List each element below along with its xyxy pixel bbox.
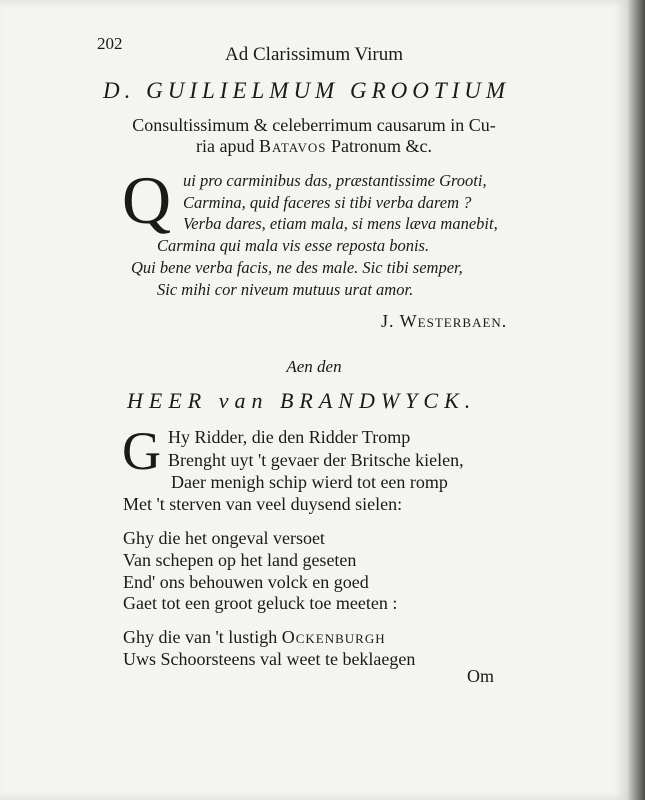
- dutch-line-6: Van schepen op het land geseten: [123, 550, 357, 570]
- latin-drop-cap: Q: [122, 162, 172, 238]
- dutch-drop-cap: G: [122, 421, 161, 481]
- book-edge: [628, 0, 645, 800]
- dedicatee-description-line-1: Consultissimum & celeberrimum causarum in Cu-: [132, 115, 496, 135]
- latin-line-4: Carmina qui mala vis esse reposta bonis.: [157, 236, 430, 255]
- dutch-line-8: Gaet tot een groot geluck toe meeten :: [123, 593, 398, 613]
- line-9-text: Ghy die van 't lustigh: [123, 627, 282, 647]
- dedicatee-name: D. GUILIELMUM GROOTIUM: [103, 78, 511, 103]
- ockenburgh: Ockenburgh: [281, 627, 386, 647]
- latin-line-3: Verba dares, etiam mala, si mens læva manebit,: [183, 214, 498, 233]
- latin-line-1: ui pro carminibus das, præstantissime Grooti,: [183, 171, 487, 190]
- latin-poem-signature: J. Westerbaen.: [381, 311, 508, 331]
- dutch-line-1: Hy Ridder, die den Ridder Tromp: [168, 427, 411, 447]
- page-number: 202: [97, 34, 123, 53]
- dutch-intro: Aen den: [286, 357, 342, 376]
- dutch-line-10: Uws Schoorsteens val weet te beklaegen: [123, 649, 416, 669]
- dutch-line-2: Brenght uyt 't gevaer der Britsche kielen,: [168, 450, 464, 470]
- desc-batavos: Batavos: [258, 136, 327, 156]
- catchword: Om: [467, 666, 494, 686]
- dutch-line-5: Ghy die het ongeval versoet: [123, 528, 325, 548]
- dutch-line-3: Daer menigh schip wierd tot een romp: [171, 472, 448, 492]
- desc-suffix: Patronum &c.: [326, 136, 433, 156]
- dutch-title: HEER van BRANDWYCK.: [127, 388, 477, 413]
- dutch-line-9: [123, 627, 386, 648]
- dutch-line-7: End' ons behouwen volck en goed: [123, 572, 369, 592]
- dedicatee-description-line-2: [0, 136, 628, 157]
- latin-line-2: Carmina, quid faceres si tibi verba darem ?: [183, 193, 472, 212]
- latin-line-5: Qui bene verba facis, ne des male. Sic tibi semper,: [131, 258, 463, 277]
- latin-line-6: Sic mihi cor niveum mutuus urat amor.: [157, 280, 414, 299]
- desc-prefix: ria apud: [195, 136, 259, 156]
- dutch-line-4: Met 't sterven van veel duysend sielen:: [123, 494, 403, 514]
- dedication-line: Ad Clarissimum Virum: [225, 44, 403, 65]
